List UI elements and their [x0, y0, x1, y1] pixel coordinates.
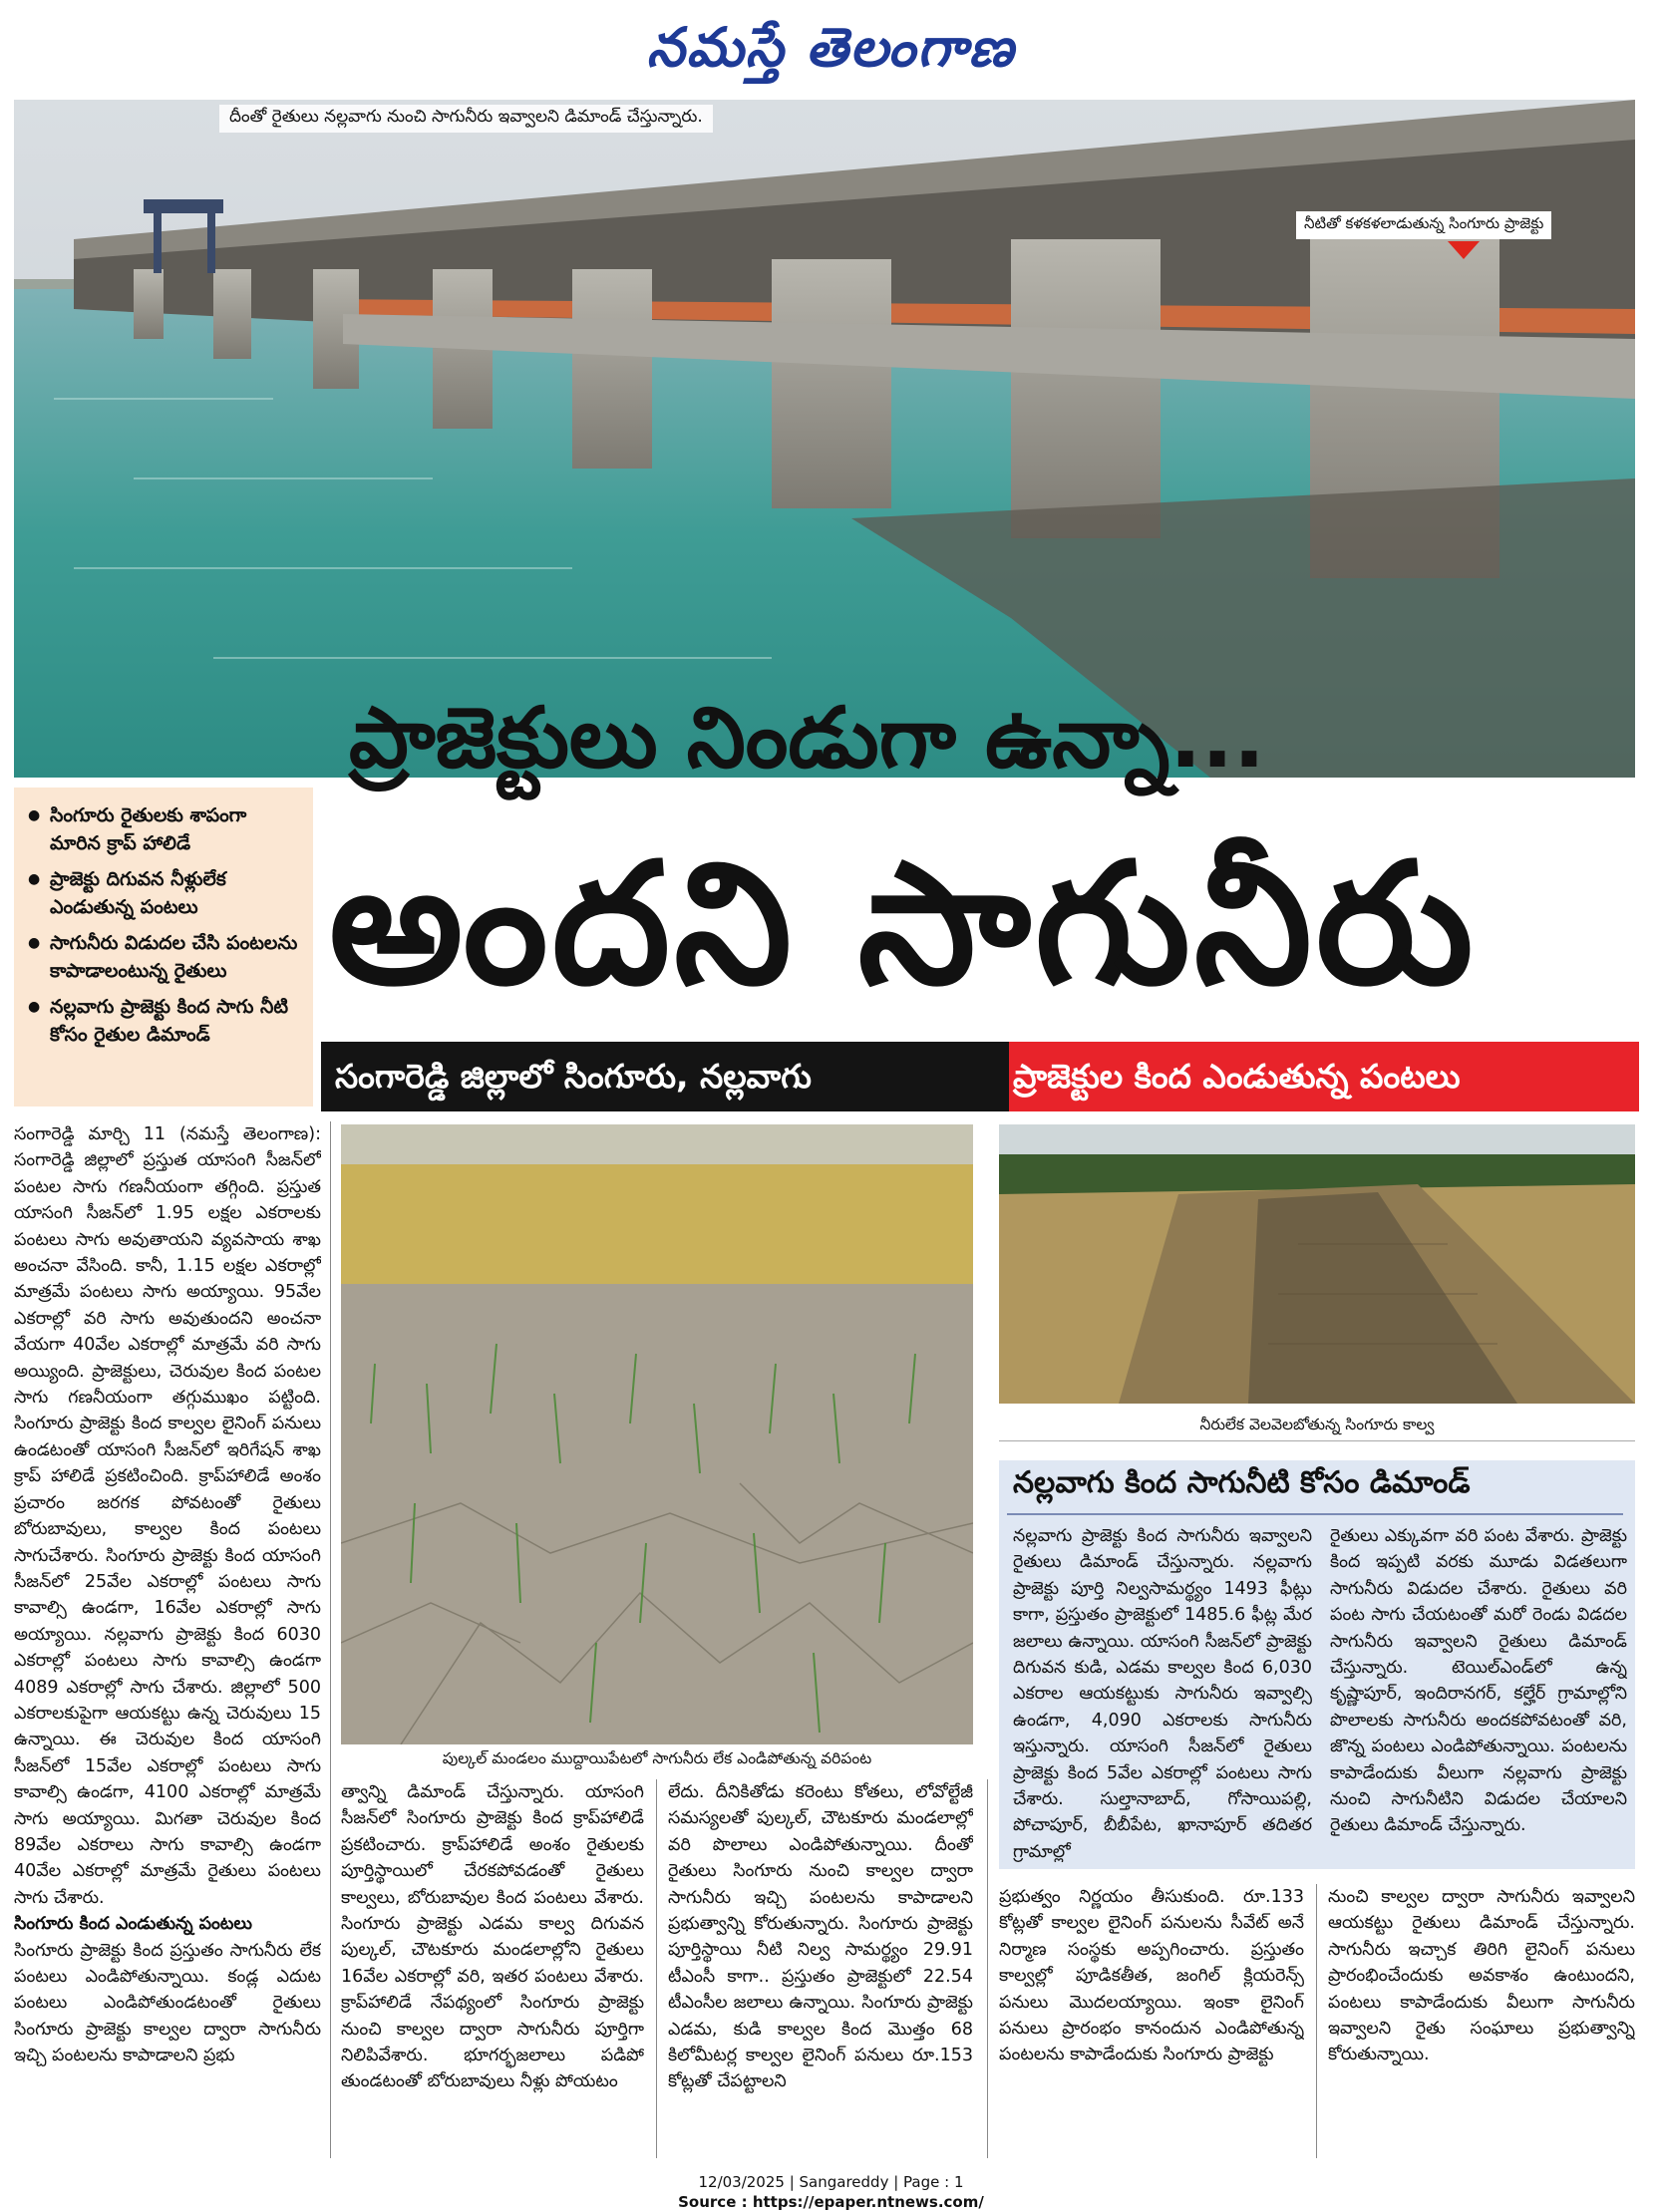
masthead-title: నమస్తే తెలంగాణ	[646, 15, 1016, 79]
photo-dry-paddy	[341, 1124, 973, 1744]
caption-paddy: పుల్కల్ మండలం ముద్దాయిపేటలో సాగునీరు లేక ఎండిపోతున్న వరిపంట	[442, 1749, 872, 1767]
highlight-item: ● సింగూరు రైతులకు శాపంగా మారిన క్రాప్ హాలిడే	[50, 801, 303, 857]
photo-dry-canal	[999, 1124, 1635, 1404]
headline-line-2: అందని సాగునీరు	[329, 826, 1478, 1022]
highlights-list	[14, 788, 313, 1049]
caption-arrow-icon	[1448, 241, 1480, 259]
highlight-item: ● సాగునీరు విడుదల చేసి పంటలను కాపాడాలంటున్న రైతులు	[50, 929, 303, 985]
paddy-illustration	[341, 1124, 973, 1744]
column-divider	[1316, 1884, 1317, 2158]
canal-illustration	[999, 1124, 1635, 1404]
caption-divider	[999, 1440, 1635, 1441]
column1-para2: సింగూరు ప్రాజెక్టు కింద ప్రస్తుతం సాగునీరు లేక పంటలు ఎండిపోతున్నాయి. కండ్ల ఎదుట పంటలు ఎండిపోతుండటంతో రైతులు సింగూరు ప్రాజెక్టు కాల్వల ద్వారా సాగునీరు ఇచ్చి పంటలను కాపాడాలని ప్రభు	[14, 1940, 321, 2066]
subhead-red: ప్రాజెక్టుల కింద ఎండుతున్న పంటలు	[1009, 1042, 1639, 1111]
article-column-5: నుంచి కాల్వల ద్వారా సాగునీరు ఇవ్వాలని ఆయకట్టు రైతులు డిమాండ్ చేస్తున్నారు. సాగునీరు ఇచ్చాక తిరిగి లైనింగ్ పనులు ప్రారంభించేందుకు అవకాశం ఉంటుందని, పంటలు కాపాడేందుకు వీలుగా సాగునీరు ఇవ్వాలని రైతు సంఘాలు ప్రభుత్వాన్ని కోరుతున్నాయి.	[1328, 1887, 1635, 2065]
highlight-item: ● నల్లవాగు ప్రాజెక్టు కింద సాగు నీటి కోసం రైతుల డిమాండ్	[50, 993, 303, 1049]
footer-page-meta: 12/03/2025 | Sangareddy | Page : 1	[698, 2173, 964, 2191]
sidebar-story-col-left: నల్లవాగు ప్రాజెక్టు కింద సాగునీరు ఇవ్వాలని రైతులు డిమాండ్ చేస్తున్నారు. నల్లవాగు ప్రాజెక్టు పూర్తి నిల్వసామర్థ్యం 1493 ఫీట్లు కాగా, ప్రస్తుతం ప్రాజెక్టులో 1485.6 ఫీట్ల మేర జలాలు ఉన్నాయి. యాసంగి సీజన్‌లో ప్రాజెక్టు దిగువన కుడి, ఎడమ కాల్వల కింద 6,030 ఎకరాల ఆయకట్టుకు సాగునీరు ఇవ్వాల్సి ఉండగా, 4,090 ఎకరాలకు సాగునీరు ఇస్తున్నారు. యాసంగి సీజన్‌లో రైతులు ప్రాజెక్టు కింద 5వేల ఎకరాల్లో పంటలు సాగు చేశారు. సుల్తానాబాద్, గోసాయిపల్లి, పోచాపూర్, బీబీపేట, ఖానాపూర్ తదితర గ్రామాల్లో	[1013, 1526, 1312, 1862]
hero-caption-top: దీంతో రైతులు నల్లవాగు నుంచి సాగునీరు ఇవ్వాలని డిమాండ్ చేస్తున్నారు.	[219, 105, 713, 133]
hero-caption-right: నీటితో కళకళలాడుతున్న సింగూరు ప్రాజెక్టు	[1296, 211, 1551, 239]
sidebar-story-col-right: రైతులు ఎక్కువగా వరి పంట వేశారు. ప్రాజెక్టు కింద ఇప్పటి వరకు మూడు విడతలుగా సాగునీరు విడుదల చేశారు. రైతులు వరి పంట సాగు చేయటంతో మరో రెండు విడదల సాగునీరు ఇవ్వాలని రైతులు డిమాండ్ చేస్తున్నారు. టెయిల్‌ఎండ్‌లో ఉన్న కృష్ణాపూర్, ఇందిరానగర్, కల్హేర్ గ్రామాల్లోని పొలాలకు సాగునీరు అందకపోవటంతో వరి, జొన్న పంటలు ఎండిపోతున్నాయి. పంటలను కాపాడేందుకు వీలుగా నల్లవాగు ప్రాజెక్టు నుంచి సాగునీటిని విడుదల చేయాలని రైతులు డిమాండ్ చేస్తున్నారు.	[1330, 1526, 1627, 1836]
column1-subheading: సింగూరు కింద ఎండుతున్న పంటలు	[14, 1914, 252, 1935]
sidebar-title-rule	[1007, 1513, 1623, 1515]
column-divider	[656, 1779, 657, 2158]
column-divider	[987, 1779, 988, 2158]
article-column-4: ప్రభుత్వం నిర్ణయం తీసుకుంది. రూ.133 కోట్లతో కాల్వల లైనింగ్ పనులను సీవేట్ అనే నిర్మాణ సంస్థకు అప్పగించారు. ప్రస్తుతం కాల్వల్లో పూడికతీత, జంగిల్ క్లియరెన్స్ పనులు మొదలయ్యాయి. ఇంకా లైనింగ్ పనులు ప్రారంభం కానందున ఎండిపోతున్న పంటలను కాపాడేందుకు సింగూరు ప్రాజెక్టు	[999, 1887, 1304, 2065]
highlights-box	[14, 788, 313, 1106]
article-column-1	[14, 1121, 321, 2158]
headline-line-1: ప్రాజెక్టులు నిండుగా ఉన్నా...	[349, 689, 1265, 787]
highlight-item: ● ప్రాజెక్టు దిగువన నీళ్లులేక ఎండుతున్న పంటలు	[50, 865, 303, 921]
caption-canal: నీరులేక వెలవెలబోతున్న సింగూరు కాల్వ	[1199, 1416, 1435, 1433]
footer-source-link[interactable]: Source : https://epaper.ntnews.com/	[678, 2193, 984, 2211]
article-column-2: త్వాన్ని డిమాండ్ చేస్తున్నారు. యాసంగి సీజన్‌లో సింగూరు ప్రాజెక్టు కింద క్రాప్‌హాలిడే ప్రకటించారు. క్రాప్‌హాలిడే అంశం రైతులకు పూర్తిస్థాయిలో చేరకపోవడంతో రైతులు కాల్వలు, బోరుబావుల కింద పంటలు వేశారు. సింగూరు ప్రాజెక్టు ఎడమ కాల్వ దిగువన పుల్కల్, చౌటకూరు మండలాల్లోని రైతులు 16వేల ఎకరాల్లో వరి, ఇతర పంటలు వేశారు. క్రాప్‌హాలిడే నేపథ్యంలో సింగూరు ప్రాజెక్టు నుంచి కాల్వల ద్వారా సాగునీరు పూర్తిగా నిలిపివేశారు. భూగర్భజలాలు పడిపో తుండటంతో బోరుబావులు నీళ్లు పోయటం	[341, 1782, 644, 2092]
dam-illustration	[14, 100, 1635, 778]
column-divider	[330, 1121, 331, 2158]
sidebar-story-title: నల్లవాగు కింద సాగునీటి కోసం డిమాండ్	[1013, 1465, 1471, 1500]
masthead	[0, 0, 1662, 95]
article-column-3: లేదు. దీనికితోడు కరెంటు కోతలు, లోవోల్టేజీ సమస్యలతో పుల్కల్, చౌటకూరు మండలాల్లో వరి పొలాలు ఎండిపోతున్నాయి. దీంతో రైతులు సింగూరు నుంచి కాల్వల ద్వారా సాగునీరు ఇచ్చి పంటలను కాపాడాలని ప్రభుత్వాన్ని కోరుతున్నారు. సింగూరు ప్రాజెక్టు పూర్తిస్థాయి నీటి నిల్వ సామర్థ్యం 29.91 టీఎంసీ కాగా.. ప్రస్తుతం ప్రాజెక్టులో 22.54 టీఎంసీల జలాలు ఉన్నాయి. సింగూరు ప్రాజెక్టు ఎడమ, కుడి కాల్వల కింద మొత్తం 68 కిలోమీటర్ల కాల్వల లైనింగ్ పనులు రూ.153 కోట్లతో చేపట్టాలని	[668, 1782, 973, 2092]
hero-photo-dam	[14, 100, 1635, 778]
column1-para1: సంగారెడ్డి మార్చి 11 (నమస్తే తెలంగాణ): సంగారెడ్డి జిల్లాలో ప్రస్తుత యాసంగి సీజన్‌లో పంటల సాగు గణనీయంగా తగ్గింది. ప్రస్తుత యాసంగి సీజన్‌లో 1.95 లక్షల ఎకరాలకు పంటలు సాగు అవుతాయని వ్యవసాయ శాఖ అంచనా వేసింది. కానీ, 1.15 లక్షల ఎకరాల్లో మాత్రమే పంటలు సాగు అయ్యాయి. 95వేల ఎకరాల్లో వరి సాగు అవుతుందని అంచనా వేయగా 40వేల ఎకరాల్లో మాత్రమే వరి సాగు అయ్యింది. ప్రాజెక్టులు, చెరువుల కింద పంటల సాగు గణనీయంగా తగ్గుముఖం పట్టింది. సింగూరు ప్రాజెక్టు కింద కాల్వల లైనింగ్ పనులు ఉండటంతో యాసంగి సీజన్‌లో ఇరిగేషన్ శాఖ క్రాప్ హాలిడే ప్రకటించింది. క్రాప్‌హాలిడే అంశం ప్రచారం జరగక పోవటంతో రైతులు బోరుబావులు, కాల్వల కింద పంటలు సాగుచేశారు. సింగూరు ప్రాజెక్టు కింద యాసంగి సీజన్‌లో 25వేల ఎకరాల్లో పంటలు సాగు కావాల్సి ఉండగా, 16వేల ఎకరాల్లో సాగు అయ్యాయి. నల్లవాగు ప్రాజెక్టు కింద 6030 ఎకరాల్లో పంటలు సాగు కావాల్సి ఉండగా 4089 ఎకరాల్లో సాగు చేశారు. జిల్లాలో 500 ఎకరాలకుపైగా ఆయకట్టు ఉన్న చెరువులు 15 ఉన్నాయి. ఈ చెరువుల కింద యాసంగి సీజన్‌లో 15వేల ఎకరాల్లో పంటలు సాగు కావాల్సి ఉండగా, 4100 ఎకరాల్లో మాత్రమే సాగు అయ్యాయి. మిగతా చెరువుల కింద 89వేల ఎకరాలు సాగు కావాల్సి ఉండగా 40వేల ఎకరాల్లో మాత్రమే రైతులు పంటలు సాగు చేశారు.	[14, 1124, 321, 1908]
subhead-black: సంగారెడ్డి జిల్లాలో సింగూరు, నల్లవాగు	[321, 1042, 1023, 1111]
